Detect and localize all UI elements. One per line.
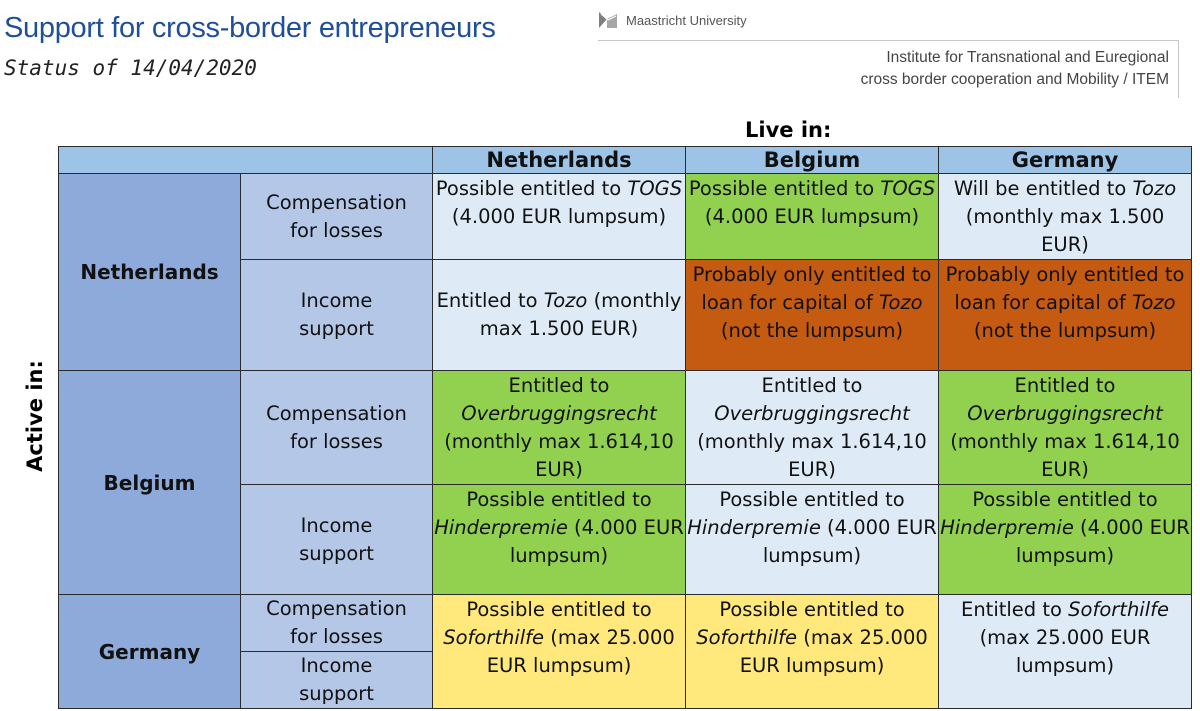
live-in-axis-label: Live in: (745, 118, 832, 142)
programme-name: Soforthilfe (443, 626, 545, 649)
cell-be-income-be (686, 485, 939, 595)
cell-text-detail: (not the lumpsum) (973, 319, 1157, 342)
programme-name: Overbruggingsrecht (714, 402, 910, 425)
category-compensation (241, 174, 433, 260)
corner-cell (59, 147, 433, 174)
cell-text-detail: (max 25.000 EUR lumpsum) (979, 626, 1151, 677)
category-label-line-1: Income (300, 654, 373, 677)
programme-name: Tozo (878, 291, 923, 314)
programme-name: Hinderpremie (940, 516, 1074, 539)
column-header-belgium: Belgium (686, 147, 939, 174)
category-label-line-1: Income (300, 289, 373, 312)
table-row (59, 371, 1192, 485)
page-subtitle: Status of 14/04/2020 (4, 56, 257, 80)
header-row (59, 147, 1192, 174)
cell-be-comp-be (686, 371, 939, 485)
programme-name: TOGS (880, 177, 936, 200)
cell-de-both-nl (433, 595, 686, 709)
cell-be-comp-nl (433, 371, 686, 485)
cell-text-detail: (4.000 EUR lumpsum) (1015, 516, 1190, 567)
cell-nl-comp-be (686, 174, 939, 260)
category-label-line-2: support (299, 682, 374, 705)
support-matrix-table (58, 146, 1192, 709)
cell-text-detail: (monthly max 1.500 EUR) (965, 205, 1165, 256)
programme-name: Tozo (543, 289, 588, 312)
cell-nl-income-de (939, 260, 1192, 371)
cell-de-both-de (939, 595, 1192, 709)
category-label-line-1: Compensation (266, 190, 407, 214)
cell-text (686, 371, 938, 484)
category-label-line-2: for losses (290, 429, 383, 453)
category-label-line-1: Income (300, 513, 373, 537)
cell-text-lead: Possible entitled to (466, 488, 652, 511)
institute-line-1: Institute for Transnational and Euregional (886, 49, 1169, 66)
cell-text (939, 371, 1191, 484)
cell-text-lead: Will be entitled to (953, 177, 1127, 200)
cell-text-lead: Possible entitled to (719, 488, 905, 511)
programme-name: Soforthilfe (1068, 598, 1169, 621)
cell-text-lead: Entitled to (961, 598, 1062, 621)
cell-text-lead: Entitled to (436, 289, 538, 312)
cell-text-detail: (max 25.000 EUR lumpsum) (739, 626, 928, 677)
cell-text-detail: (not the lumpsum) (720, 319, 904, 342)
row-header-germany: Germany (59, 595, 241, 709)
programme-name: Soforthilfe (696, 626, 798, 649)
cell-text-detail: (4.000 EUR lumpsum) (509, 516, 684, 567)
cell-text (433, 287, 685, 343)
table-row (59, 595, 1192, 652)
university-logo-icon (598, 10, 618, 30)
cell-text (939, 174, 1191, 259)
cell-text-lead: Possible entitled to (719, 598, 905, 621)
cell-be-income-nl (433, 485, 686, 595)
cell-text (433, 485, 685, 570)
cell-text (939, 485, 1191, 570)
programme-name: Overbruggingsrecht (967, 402, 1163, 425)
cell-text-lead: Possible entitled to (435, 177, 622, 200)
cell-text (433, 174, 685, 231)
cell-text (939, 595, 1191, 680)
row-header-belgium: Belgium (59, 371, 241, 595)
institute-name (861, 47, 1169, 91)
category-label-line-2: for losses (290, 625, 383, 648)
cell-text (686, 595, 938, 680)
category-income (241, 652, 433, 709)
page-title: Support for cross-border entrepreneurs (4, 12, 496, 44)
category-compensation (241, 595, 433, 652)
cell-text-lead: Possible entitled to (688, 177, 875, 200)
cell-nl-comp-de (939, 174, 1192, 260)
active-in-axis-label: Active in: (23, 360, 47, 472)
cell-nl-comp-nl (433, 174, 686, 260)
cell-text-lead: Entitled to (1014, 374, 1116, 397)
category-label-line-1: Compensation (266, 401, 407, 425)
cell-text-detail: (4.000 EUR lumpsum) (762, 516, 937, 567)
cell-text-lead: Probably only entitled to loan for capital of (692, 263, 932, 314)
header-divider (598, 40, 1178, 41)
institute-line-2: cross border cooperation and Mobility / ITEM (860, 71, 1169, 88)
university-name: Maastricht University (626, 12, 747, 28)
programme-name: Overbruggingsrecht (461, 402, 657, 425)
cell-be-comp-de (939, 371, 1192, 485)
category-label-line-2: support (299, 317, 374, 340)
cell-text-detail: (monthly max 1.614,10 EUR) (444, 430, 674, 481)
cell-de-both-be (686, 595, 939, 709)
header-divider-vertical (1178, 40, 1179, 98)
cell-text (686, 485, 938, 570)
cell-text (686, 174, 938, 231)
programme-name: Tozo (1132, 177, 1177, 200)
cell-text-detail: (monthly max 1.614,10 EUR) (950, 430, 1180, 481)
table-row (59, 174, 1192, 260)
cell-text-lead: Possible entitled to (972, 488, 1158, 511)
category-income (241, 260, 433, 371)
cell-text (939, 260, 1191, 345)
cell-text-lead: Possible entitled to (466, 598, 652, 621)
category-label-line-2: for losses (290, 218, 383, 242)
row-header-netherlands: Netherlands (59, 174, 241, 371)
cell-text-detail: (4.000 EUR lumpsum) (451, 205, 667, 228)
cell-text (433, 595, 685, 680)
cell-text-lead: Entitled to (761, 374, 863, 397)
column-header-netherlands: Netherlands (433, 147, 686, 174)
programme-name: TOGS (627, 177, 683, 200)
cell-text-detail: (monthly max 1.614,10 EUR) (697, 430, 927, 481)
programme-name: Tozo (1131, 291, 1176, 314)
programme-name: Hinderpremie (434, 516, 568, 539)
cell-text-lead: Entitled to (508, 374, 610, 397)
cell-text-lead: Probably only entitled to loan for capital of (945, 263, 1185, 314)
cell-text-detail: (4.000 EUR lumpsum) (704, 205, 920, 228)
cell-nl-income-nl (433, 260, 686, 371)
cell-nl-income-be (686, 260, 939, 371)
category-label-line-2: support (299, 541, 374, 565)
cell-be-income-de (939, 485, 1192, 595)
category-income (241, 485, 433, 595)
cell-text-detail: (max 25.000 EUR lumpsum) (486, 626, 675, 677)
cell-text (433, 371, 685, 484)
column-header-germany: Germany (939, 147, 1192, 174)
cell-text-detail: (monthly max 1.500 EUR) (479, 289, 682, 340)
cell-text (686, 260, 938, 345)
university-logo (598, 10, 747, 30)
category-compensation (241, 371, 433, 485)
programme-name: Hinderpremie (687, 516, 821, 539)
category-label-line-1: Compensation (266, 597, 407, 620)
